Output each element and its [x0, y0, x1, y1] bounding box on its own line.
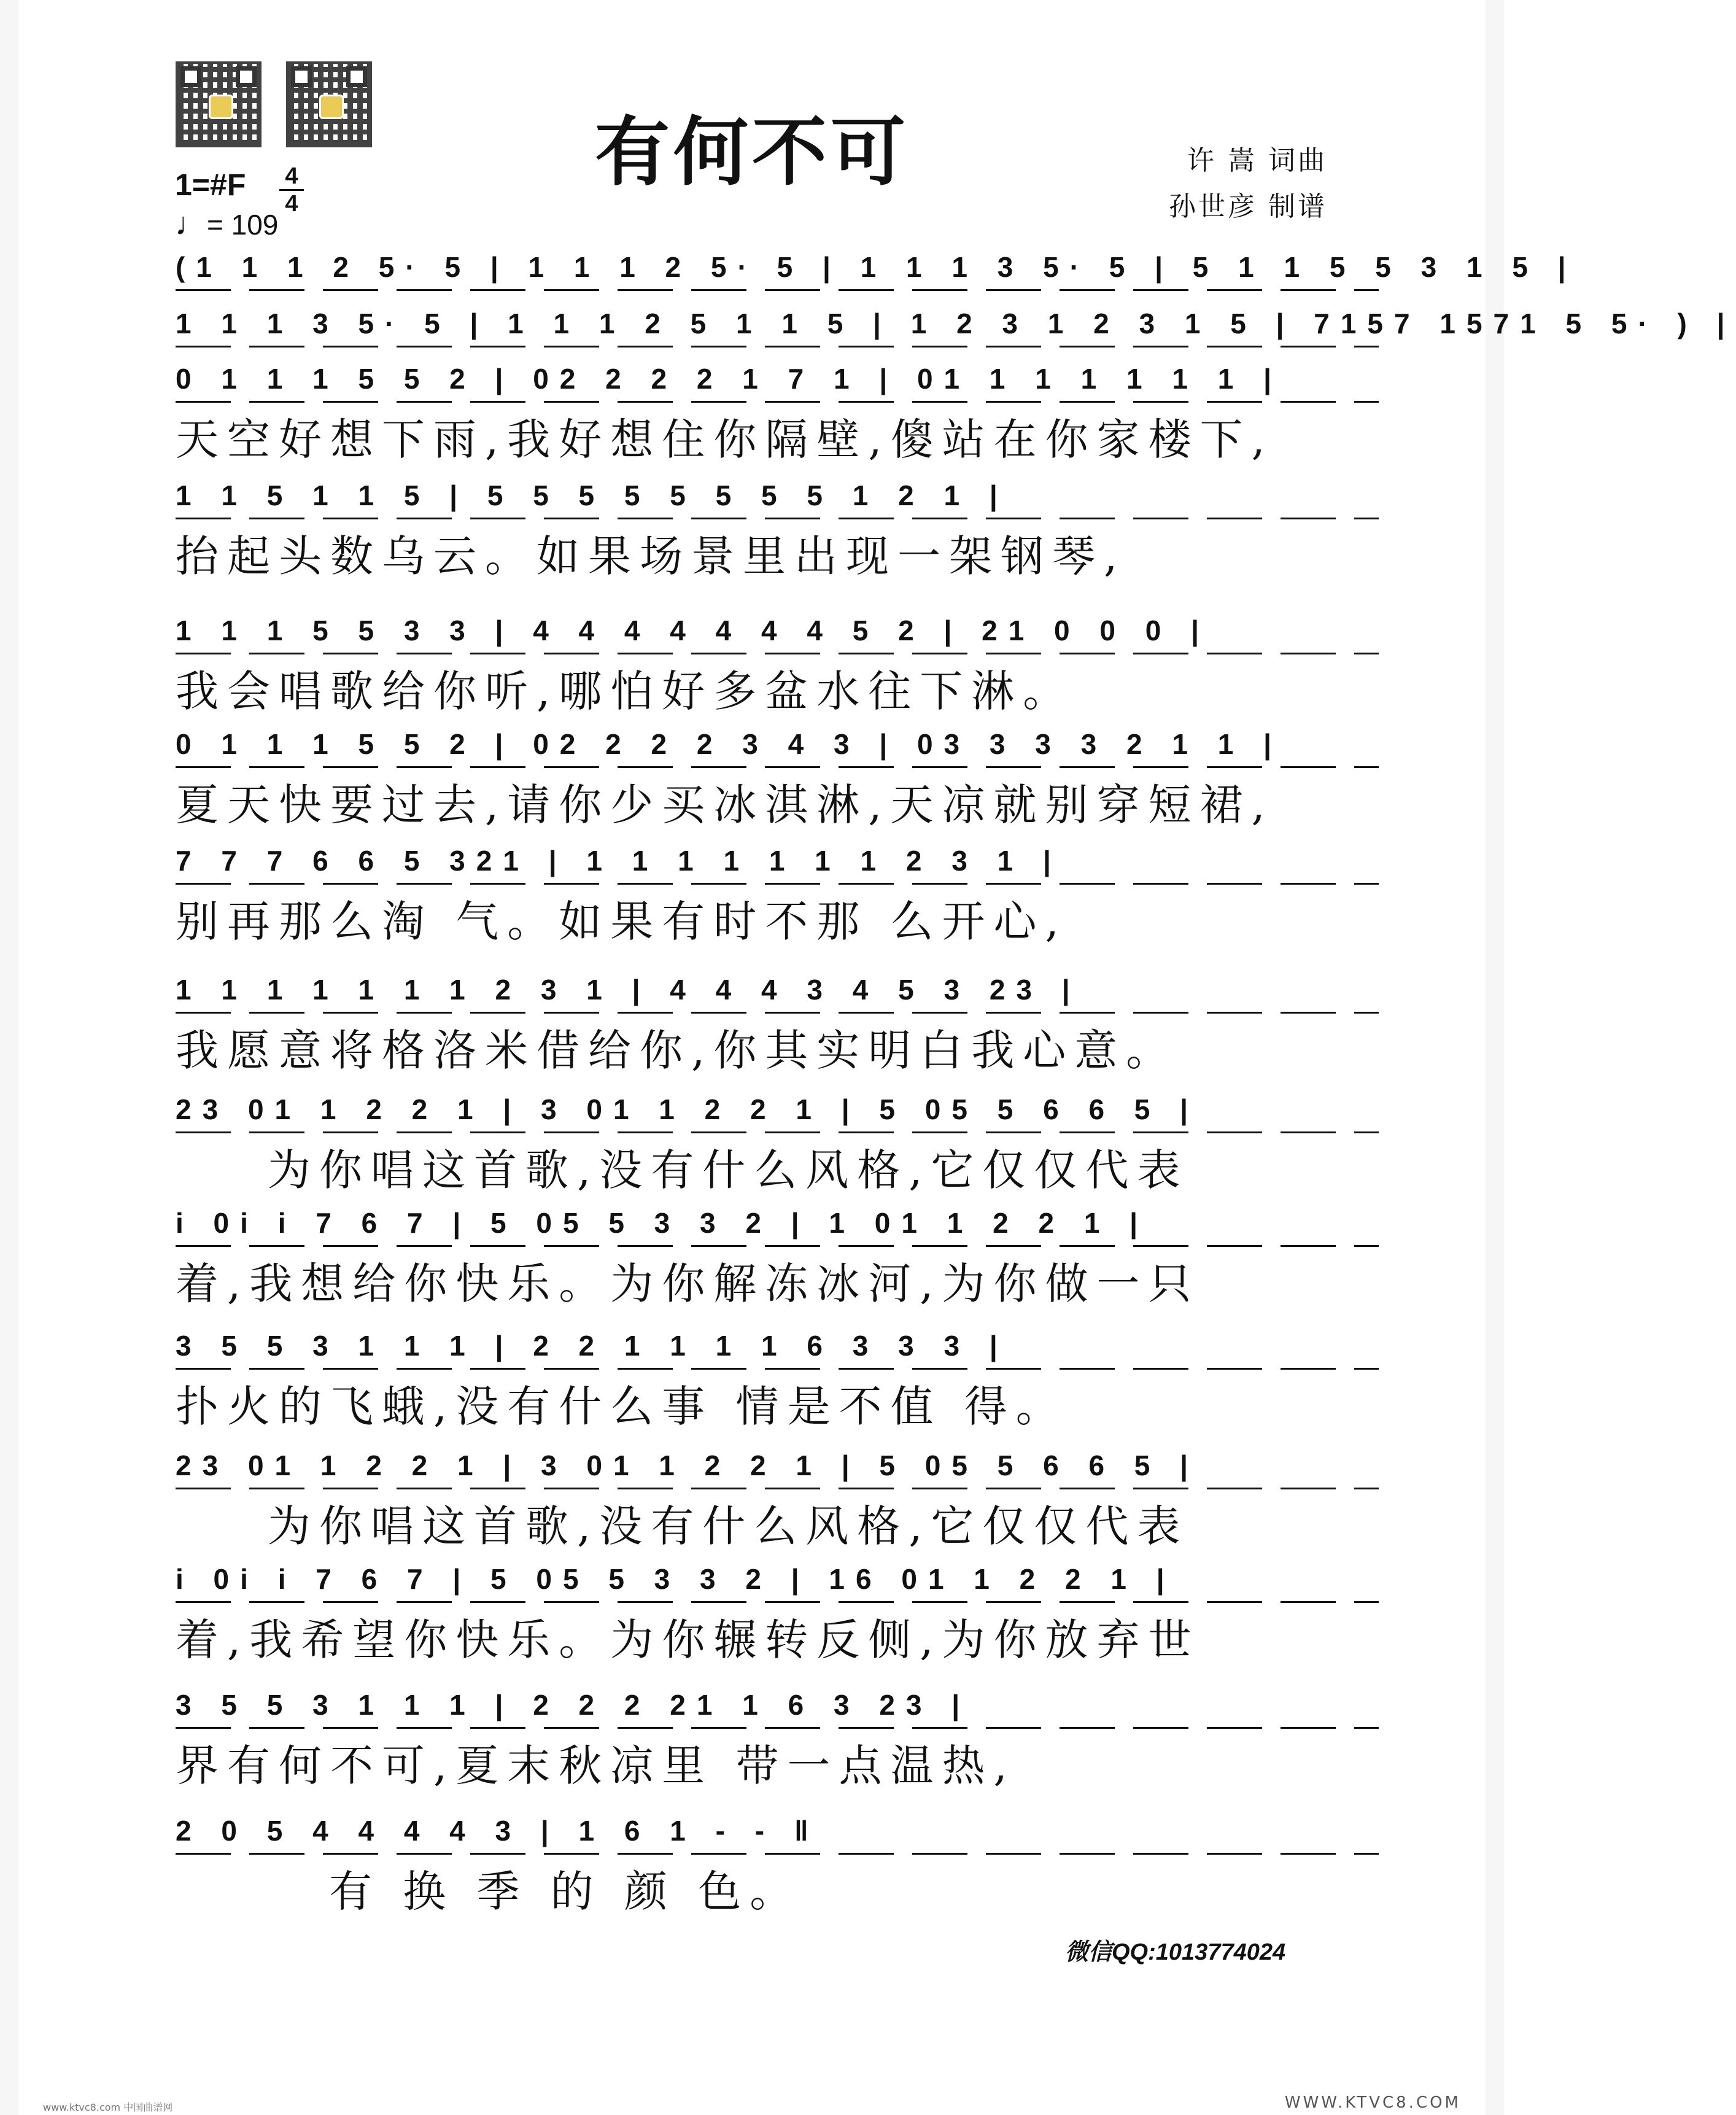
tempo-value: = 109: [207, 209, 279, 241]
lyrics-row: 着,我希望你快乐。为你辗转反侧,为你放弃世: [176, 1615, 1200, 1665]
notation-row: 3 5 5 3 1 1 1 | 2 2 2 21 1 6 3 23 |: [176, 1688, 1379, 1731]
notation-row: i 0i i 7 6 7 | 5 05 5 3 3 2 | 1 01 1 2 2 1 |: [176, 1206, 1379, 1249]
quarter-note-icon: ♩: [175, 206, 207, 242]
lyrics-row: 抬起头数乌云。如果场景里出现一架钢琴,: [176, 531, 1126, 581]
lyrics-row: 别再那么淘 气。如果有时不那 么开心,: [176, 896, 1068, 947]
tempo-marking: [175, 206, 278, 243]
lyrics-row: 扑火的飞蛾,没有什么事 情是不值 得。: [176, 1381, 1068, 1432]
lyrics-row: 为你唱这首歌,没有什么风格,它仅仅代表: [268, 1145, 1189, 1195]
notation-row: 0 1 1 1 5 5 2 | 02 2 2 2 1 7 1 | 01 1 1 1 1 1 1 |: [176, 362, 1379, 405]
arranger-credit: 孙世彦 制谱: [1169, 191, 1327, 222]
lyrics-row: 我愿意将格洛米借给你,你其实明白我心意。: [176, 1025, 1178, 1076]
key-signature: 1=#F: [175, 168, 246, 202]
time-signature: [279, 165, 304, 215]
lyrics-row: 有 换 季 的 颜 色。: [329, 1866, 802, 1917]
notation-row: 0 1 1 1 5 5 2 | 02 2 2 2 3 4 3 | 03 3 3 3 2 1 1 |: [176, 728, 1379, 770]
lyrics-row: 着,我想给你快乐。为你解冻冰河,为你做一只: [176, 1259, 1200, 1309]
notation-row: 1 1 1 5 5 3 3 | 4 4 4 4 4 4 4 5 2 | 21 0 0 0 |: [176, 614, 1379, 657]
notation-row: 23 01 1 2 2 1 | 3 01 1 2 2 1 | 5 05 5 6 6 5 |: [176, 1449, 1379, 1492]
time-signature-bottom: 4: [285, 191, 298, 217]
notation-row: 2 0 5 4 4 4 4 3 | 1 6 1 - - ‖: [176, 1814, 1379, 1857]
lyrics-row: 天空好想下雨,我好想住你隔壁,傻站在你家楼下,: [176, 414, 1274, 465]
notation-row: 1 1 1 3 5· 5 | 1 1 1 2 5 1 1 5 | 1 2 3 1 2 3 1 5 | 7157 1571 5 5· ) |: [176, 307, 1379, 350]
notation-row: 7 7 7 6 6 5 321 | 1 1 1 1 1 1 1 2 3 1 |: [176, 844, 1379, 887]
notation-row: 3 5 5 3 1 1 1 | 2 2 1 1 1 1 6 3 3 3 |: [176, 1329, 1379, 1372]
composer-credit: 许 嵩 词曲: [1187, 145, 1327, 176]
footer-right: WWW.KTVC8.COM: [1284, 2094, 1461, 2112]
lyrics-row: 界有何不可,夏末秋凉里 带一点温热,: [176, 1741, 1016, 1791]
notation-row: (1 1 1 2 5· 5 | 1 1 1 2 5· 5 | 1 1 1 3 5· 5 | 5 1 1 5 5 3 1 5 |: [176, 250, 1379, 293]
time-signature-top: 4: [285, 163, 298, 189]
lyrics-row: 为你唱这首歌,没有什么风格,它仅仅代表: [268, 1501, 1189, 1551]
footer-left: www.ktvc8.com 中国曲谱网: [43, 2101, 173, 2113]
song-title: 有何不可: [595, 107, 909, 196]
contact-watermark: 微信QQ:1013774024: [1065, 1939, 1286, 1965]
lyrics-row: 我会唱歌给你听,哪怕好多盆水往下淋。: [176, 666, 1075, 716]
lyrics-row: 夏天快要过去,请你少买冰淇淋,天凉就别穿短裙,: [176, 780, 1274, 830]
notation-row: 23 01 1 2 2 1 | 3 01 1 2 2 1 | 5 05 5 6 6 5 |: [176, 1093, 1379, 1136]
notation-row: i 0i i 7 6 7 | 5 05 5 3 3 2 | 16 01 1 2 2 1 |: [176, 1562, 1379, 1605]
notation-row: 1 1 1 1 1 1 1 2 3 1 | 4 4 4 3 4 5 3 23 |: [176, 973, 1379, 1016]
notation-row: 1 1 5 1 1 5 | 5 5 5 5 5 5 5 5 1 2 1 |: [176, 479, 1379, 522]
